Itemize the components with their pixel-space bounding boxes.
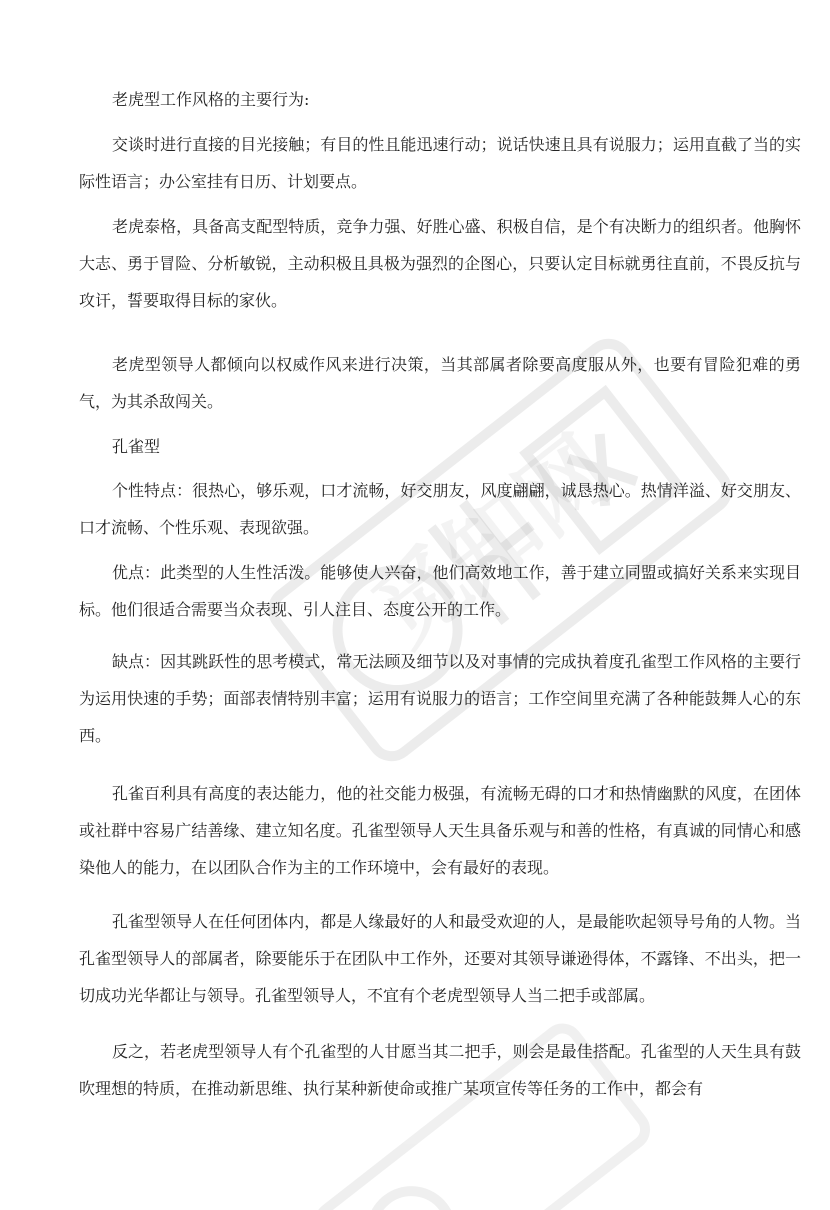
paragraph-peacock-leader: 孔雀型领导人在任何团体内，都是人缘最好的人和最受欢迎的人，是最能吹起领导号角的人物。当孔雀型领导人的部属者，除要能乐于在团队中工作外，还要对其领导谦逊得体，不露锋、不出头，把一切成功光华都让与领导。孔雀型领导人，不宜有个老虎型领导人当二把手或部属。 bbox=[79, 912, 801, 1005]
paragraph-tiger-behaviors: 交谈时进行直接的目光接触；有目的性且能迅速行动；说话快速且具有说服力；运用直截了当的实际性语言；办公室挂有日历、计划要点。 bbox=[79, 135, 801, 191]
paragraph-peacock-strengths: 优点：此类型的人生性活泼。能够使人兴奋，他们高效地工作，善于建立同盟或搞好关系来实现目标。他们很适合需要当众表现、引人注目、态度公开的工作。 bbox=[79, 563, 801, 619]
paragraph-peacock-weaknesses: 缺点：因其跳跃性的思考模式，常无法顾及细节以及对事情的完成执着度孔雀型工作风格的主要行为运用快速的手势；面部表情特别丰富；运用有说服力的语言；工作空间里充满了各种能鼓舞人心的东西。 bbox=[79, 652, 801, 745]
paragraph-peacock-personality: 个性特点：很热心，够乐观，口才流畅，好交朋友，风度翩翩，诚恳热心。热情洋溢、好交朋友、口才流畅、个性乐观、表现欲强。 bbox=[79, 481, 801, 537]
paragraph-peacock-abilities: 孔雀百利具有高度的表达能力，他的社交能力极强，有流畅无碍的口才和热情幽默的风度，在团体或社群中容易广结善缘、建立知名度。孔雀型领导人天生具备乐观与和善的性格，有真诚的同情心和感染他人的能力，在以团队合作为主的工作环境中，会有最好的表现。 bbox=[79, 784, 801, 877]
section-heading-peacock: 孔雀型 bbox=[112, 437, 161, 456]
paragraph-tiger-traits: 老虎泰格，具备高支配型特质，竞争力强、好胜心盛、积极自信，是个有决断力的组织者。他胸怀大志、勇于冒险、分析敏锐，主动积极且具极为强烈的企图心，只要认定目标就勇往直前，不畏反抗与攻讦，誓要取得目标的家伙。 bbox=[79, 217, 801, 310]
paragraph-best-pairing: 反之，若老虎型领导人有个孔雀型的人甘愿当其二把手，则会是最佳搭配。孔雀型的人天生具有鼓吹理想的特质，在推动新思维、执行某种新使命或推广某项宣传等任务的工作中，都会有 bbox=[79, 1042, 801, 1098]
paragraph-tiger-leader: 老虎型领导人都倾向以权威作风来进行决策，当其部属者除要高度服从外，也要有冒险犯难的勇气，为其杀敌闯关。 bbox=[79, 355, 801, 411]
paragraph-tiger-behaviors-heading: 老虎型工作风格的主要行为: bbox=[112, 90, 310, 109]
